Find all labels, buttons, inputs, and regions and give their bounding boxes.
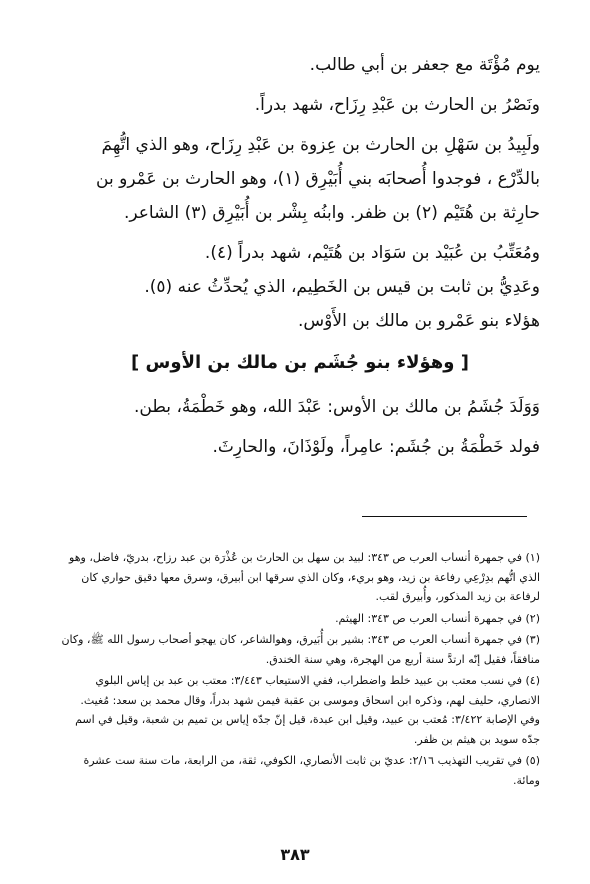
page-number: ٣٨٣ bbox=[280, 845, 310, 864]
footnote: (٥) في تقريب التهذيب ٢/١٦: عديّ بن ثابت الأنصاري، الكوفي، ثقة، من الرابعة، مات سنة ست عشرة ومائة. bbox=[83, 754, 540, 787]
text-line: هؤلاء بنو عَمْرو بن مالك بن الأَوْس. bbox=[298, 311, 540, 331]
footnote: (٣) في جمهرة أنساب العرب ص ٣٤٣: بشير بن أُبَيرق، وهوالشاعر، كان يهجو أصحاب رسول الله ﷺ، وكان منافقاً، فقيل إنّه ارتدَّ سنة أربع من الهجرة، وهي سنة الخندق. bbox=[61, 633, 540, 666]
footnotes bbox=[58, 548, 540, 792]
text-line: ولَبِيدُ بن سَهْلِ بن الحارث بن عِزوة بن عَبْدِ رِزَاح، وهو الذي اتُّهِمَ بالدِّرْع ، فوجدوا أُصحابَه بني أُبَيْرِق (١)، وهو الحارث بن عَمْرو بن حارِثة بن هُتَيْم (٢) بن ظفر. وابنُه بِشْر بن أُبَيْرِق (٣) الشاعر. bbox=[96, 135, 540, 223]
footnote: (٤) في نسب معتب بن عبيد خلط واضطراب، ففي الاستيعاب ٣/٤٤٣: معتب بن عبد بن إياس البلوي الانصاري، حليف لهم، وذكره ابن اسحاق وموسى بن عقبة فيمن شهد بدراً، وقال محمد بن سعد: مُغيث. وفي الإصابة ٣/٤٢٢: مُعتب بن عبيد، وقيل ابن عبدة، قيل إنّ جدّه إياس بن تميم بن شعبة، وقيل في اسم جدّه سويد بن هيثم بن ظفر. bbox=[75, 674, 540, 746]
section-heading: [ وهؤلاء بنو جُشَم بن مالك بن الأوس ] bbox=[131, 352, 469, 373]
main-text bbox=[60, 48, 540, 470]
footnote-divider bbox=[362, 516, 527, 517]
text-line: وعَدِيُّ بن ثابت بن قيس بن الخَطِيم، الذي يُحدِّثُ عنه (٥). bbox=[144, 277, 540, 297]
text-line: ونَصْرُ بن الحارث بن عَبْدِ رِزَاح، شهد بدراً. bbox=[254, 95, 540, 115]
text-line: ومُعَتِّبُ بن عُبَيْد بن سَوَاد بن هُتَيْم، شهد بدراً (٤). bbox=[204, 243, 540, 263]
text-line: وَوَلَدَ جُشَمُ بن مالك بن الأوس: عَبْدَ الله، وهو خَطْمَةُ، بطن. bbox=[134, 397, 540, 417]
footnote: (٢) في جمهرة أنساب العرب ص ٣٤٣: الهيثم. bbox=[335, 611, 540, 625]
footnote: (١) في جمهرة أنساب العرب ص ٣٤٣: لبيد بن سهل بن الحارث بن عُذْرَة بن عبد رزاح، بدريّ، فاضل، وهو الذي اتُّهم بدِرْعِي رفاعة بن زيد، وهو بريء، وكان الذي سرقها ابن أبيرق، وسرق معها دقيق حواري كان لرفاعة بن زيد المذكور، وأُبيرق لقب. bbox=[69, 551, 540, 603]
text-line: فولد خَطْمَةُ بن جُشَم: عامِراً، ولَوْذَانَ، والحارِثَ. bbox=[212, 437, 540, 457]
text-line: يوم مُؤْتَة مع جعفر بن أبي طالب. bbox=[309, 55, 540, 75]
